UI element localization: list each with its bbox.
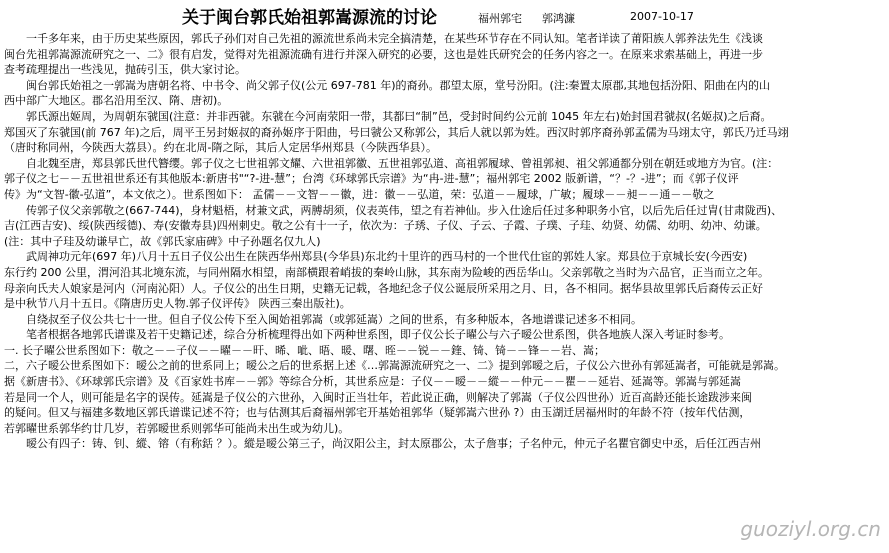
paragraph-4-line-1: 自北魏至唐，郑县郭氏世代簪缨。郭子仪之七世祖郭文耀、六世祖郭徽、五世祖郭弘道、高祖郭履球、曾祖郭昶、祖父郭通都分别在朝廷或地方为官。(注： bbox=[26, 156, 779, 170]
paragraph-5-line-3: (注：其中子珪及幼谦早亡，故《郭氏家庙碑》中子孙题名仅九人) bbox=[4, 234, 321, 248]
paragraph-7-line-1: 自绕叔至子仪公共七十一世。但自子仪公传下至入闽始祖郭嵩（或郭延嵩）之间的世系，有多种版本，各地谱谍记述多不相同。 bbox=[26, 312, 642, 326]
paragraph-6-line-3: 母亲向氏夫人娘家是河内（河南沁阳）人。子仪公的出生日期，史籍无记载，各地纪念子仪公诞辰所采用之月、日，各不相同。据华县故里郭氏后裔传云正好 bbox=[4, 281, 763, 295]
paragraph-2-line-2: 西中部广大地区。郡名沿用至汉、隋、唐初)。 bbox=[4, 94, 229, 108]
paragraph-2-line-1: 闽台郭氏始祖之一郭嵩为唐朝名将、中书令、尚父郭子仪(公元 697-781 年)的裔孙。郡望太原，堂号汾阳。(注:秦置太原郡,其地包括汾阳、阳曲在内的山 bbox=[26, 78, 771, 92]
paragraph-1-line-3: 查考疏理提出一些浅见，抛砖引玉，供大家讨论。 bbox=[4, 63, 246, 77]
paragraph-1-line-1: 一千多年来，由于历史某些原因，郭氏子孙们对自己先祖的源流世系尚未完全搞清楚，在某些环节存在不同认知。笔者详读了莆阳族人郭养法先生《浅谈 bbox=[26, 32, 763, 45]
paragraph-5-line-2: 吉(江西吉安)、绥(陕西绥德)、寿(安徽寿县)四州刺史。敬之公有十一子，依次为：子琇、子仪、子云、子霞、子璞、子珪、幼贤、幼儒、幼明、幼冲、幼谦。 bbox=[4, 219, 767, 233]
paragraph-6-line-4: 是中秋节八月十五日。《隋唐历史人物.郭子仪评传》 陕西三秦出版社)。 bbox=[4, 297, 351, 311]
document-header bbox=[0, 3, 889, 27]
paragraph-1-line-2: 闽台先祖郭嵩源流研究之一、二》很有启发，觉得对先祖源流确有进行并深入研究的必要，这也是姓氏研究会的任务内容之一。在原来求索基础上，再进一步 bbox=[4, 47, 763, 61]
paragraph-4-line-3: 传》为“文智-徽-弘道”，本文依之）。世系图如下： 孟儒－－文智－－徽，进：徽－－弘道，荣：弘道－－履球，广敏；履球－－昶－－通－－敬之 bbox=[4, 187, 715, 201]
paragraph-6-line-2: 东行约 200 公里，渭河沿其北境东流，与同州隔水相望，南部横跟着峭拔的秦岭山脉，其东南为险峻的西岳华山。父亲郭敬之当时为六品官，正当而立之年。 bbox=[4, 265, 769, 279]
site-watermark: guoziyl.org.cn bbox=[740, 517, 881, 541]
paragraph-3-line-2: 郑国灭了东虢国(前 767 年)之后，周平王另封姬叔的裔孙姬序于阳曲，号曰虢公又称郭公，其后人就以郭为姓。西汉时郭序裔孙郭孟儒为马翊太守，郭氏乃迁马翊 bbox=[4, 125, 789, 139]
date-label: 2007-10-17 bbox=[630, 10, 694, 23]
paragraph-5-line-1: 传郭子仪父亲郭敬之(667-744)，身材魁梧，材兼文武，两膊胡须，仪表英伟，望之有若神仙。步入仕途后任过多种职务小官，以后先后任过胄(甘肃陇西)、 bbox=[26, 203, 783, 217]
paragraph-10-line-3: 若是同一个人，则可能是名字的误传。延嵩是子仪公的六世孙，入闽时正当壮年，若此说正确，则解决了郭嵩（子仪公四世孙）近百高龄还能长途跋涉来闽 bbox=[4, 390, 752, 404]
paragraph-11-line-1: 暧公有四子：铸、钊、縱、镕（有称銛 ？）。縱是暧公第三子，尚汉阳公主，封太原郡公，太子詹事；子名仲元，仲元子名瞿官御史中丞，后任江西吉州 bbox=[26, 437, 761, 451]
paragraph-10-line-2: 据《新唐书》、《环球郭氏宗谱》及《百家姓书库－－郭》等综合分析，其世系应是：子仪－－暧－－縱－－仲元－－瞿－－延岩、延嵩等。郭嵩与郭延嵩 bbox=[4, 375, 741, 389]
paragraph-6-line-1: 武周神功元年(697 年)八月十五日子仪公出生在陕西华州郑县(今华县)东北约十里许的西马村的一个世代仕宦的郭姓人家。郑县位于京城长安(今西安) bbox=[26, 250, 748, 264]
paragraph-9-line-1: 一. 长子曜公世系图如下：敬之－－子仪－－曜－－旰、晞、呲、晤、暖、曙、晊－－锐－－鍷、锜、锜－－锋－－岩、嵩； bbox=[4, 343, 605, 357]
paragraph-3-line-3: （唐时称同州，今陕西大荔县）。约在北周-隋之际，其后人定居华州郑县（今陕西华县）。 bbox=[4, 141, 437, 155]
paragraph-10-line-5: 若郭曜世系郭华约廿几岁，若郭暧世系则郭华可能尚未出生或为幼儿)。 bbox=[4, 421, 350, 435]
paragraph-3-line-1: 郭氏源出姬周，为周朝东虢国(注意：并非西虢。东虢在今河南荥阳一带，其都曰“制”邑，受封时间约公元前 1045 年左右)始封国君虢叔(名姬叔)之后裔。 bbox=[26, 109, 772, 123]
author-label: 郭鸿濂 bbox=[542, 12, 575, 25]
source-label: 福州郭宅 bbox=[478, 12, 522, 25]
document-title: 关于闽台郭氏始祖郭嵩源流的讨论 bbox=[182, 8, 437, 28]
paragraph-8-line-1: 笔者根据各地郭氏谱谍及若干史籍记述，综合分析梳理得出如下两种世系图，即子仪公长子曜公与六子暧公世系图，供各地族人深入考证时参考。 bbox=[26, 328, 730, 342]
document-body bbox=[4, 31, 884, 452]
paragraph-10-line-4: 的疑问。但又与福建多数地区郭氏谱谍记述不符；也与估测其后裔福州郭宅开基始祖郭华（疑郭嵩六世孙 ?）由玉湖迁居福州时的年龄不符（按年代估测， bbox=[4, 406, 751, 420]
paragraph-10-line-1: 二，六子暧公世系图如下：暧公之前的世系同上；暧公之后的世系据上述《…郭嵩源流研究之一、二》提到郭暧之后，子仪公六世孙有郭延嵩者，可能就是郭嵩。 bbox=[4, 359, 785, 373]
paragraph-4-line-2: 郭子仪之七－－五世祖世系还有其他版本:新唐书"“?-进-慧”；台湾《环球郭氏宗谱》为“冉-进-慧”；福州郭宅 2002 版新谱，“？-？-进”；而《郭子仪评 bbox=[4, 172, 739, 186]
